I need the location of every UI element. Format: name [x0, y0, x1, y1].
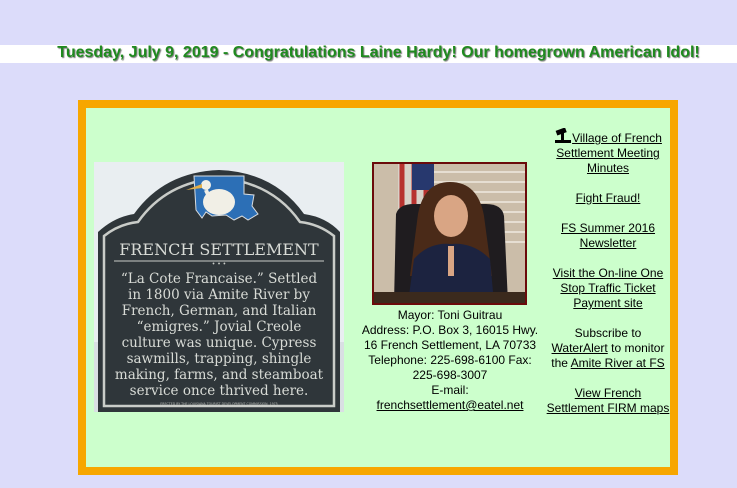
marker-line: sawmills, trapping, shingle	[126, 351, 312, 367]
marker-line: in 1800 via Amite River by	[128, 287, 310, 303]
fight-fraud-link[interactable]: Fight Fraud!	[575, 191, 641, 205]
subscribe-text: Subscribe to	[574, 326, 642, 340]
historical-marker-photo	[94, 162, 344, 412]
gavel-icon	[554, 128, 572, 144]
monitor-text: to monitor the	[551, 341, 665, 370]
meeting-minutes-link[interactable]: Village of French Settlement Meeting Minutes	[556, 131, 662, 175]
mayor-fax-line: 225-698-3007	[412, 368, 488, 382]
email-label: E-mail:	[431, 383, 469, 397]
links-column	[546, 128, 670, 431]
mayor-name: Mayor: Toni Guitrau	[397, 308, 503, 322]
wateralert-link[interactable]: WaterAlert	[551, 341, 608, 355]
announcement-banner: Tuesday, July 9, 2019 - Congratulations Laine Hardy! Our homegrown American Idol!	[57, 44, 700, 61]
mayor-contact-info	[352, 308, 548, 413]
svg-text:• • •: • • •	[211, 261, 227, 268]
marker-line: “La Cote Francaise.” Settled	[120, 271, 318, 287]
newsletter-link[interactable]: FS Summer 2016 Newsletter	[560, 221, 656, 250]
marker-line: making, farms, and steamboat	[114, 367, 324, 383]
email-link[interactable]: frenchsettlement@eatel.net	[376, 398, 524, 412]
mayor-address-line: 16 French Settlement, LA 70733	[363, 338, 537, 352]
marker-line: French, German, and Italian	[121, 303, 317, 319]
marker-line: service once thrived here.	[129, 383, 309, 399]
marker-title: FRENCH SETTLEMENT	[119, 240, 319, 259]
marker-line: culture was unique. Cypress	[121, 335, 317, 351]
marker-footer: ERECTED BY THE LOUISIANA TOURIST DEVELOPMENT COMMISSION, 1975	[160, 402, 278, 406]
traffic-ticket-link[interactable]: Visit the On-line One Stop Traffic Ticket Payment site	[552, 266, 664, 310]
mayor-photo	[372, 162, 527, 305]
firm-maps-link[interactable]: View French Settlement FIRM maps	[546, 386, 670, 415]
amite-river-link[interactable]: Amite River at FS	[570, 356, 665, 370]
mayor-address-line: Address: P.O. Box 3, 16015 Hwy.	[361, 323, 539, 337]
marker-line: “emigres.” Jovial Creole	[136, 319, 302, 335]
mayor-phone-line: Telephone: 225-698-6100 Fax:	[368, 353, 532, 367]
